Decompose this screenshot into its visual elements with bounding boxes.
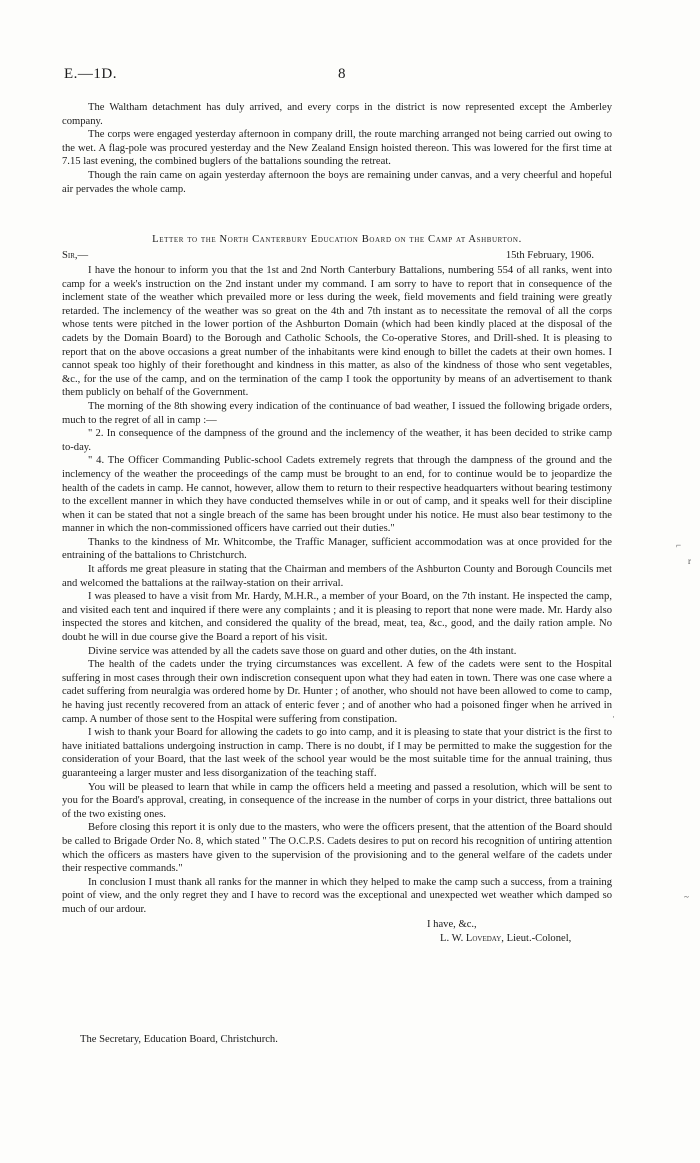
intro-section — [62, 101, 612, 196]
closing-phrase: I have, &c., — [427, 919, 477, 930]
paragraph: You will be pleased to learn that while in camp the officers held a meeting and passed a resolution, which will be sent to you for the Board's approval, creating, in consequence of the increase in the number of corps in your district, three battalions out of the two existing ones. — [62, 781, 612, 820]
paragraph: The health of the cadets under the trying circumstances was excellent. A few of the cadets were sent to the Hospital suffering in most cases through their own indiscretion consequent upon what they had eaten in town. There was one case where a cadet suffering from neuralgia was ordered home by Dr. Hunter ; of another, who should not have been allowed to come to camp, he having just recently recovered from an attack of enteric fever ; and of another who had a poisoned finger when he arrived in camp. A number of those sent to the Hospital were suffering from constipation. — [62, 659, 612, 725]
paragraph: The corps were engaged yesterday afternoon in company drill, the route marching arranged not being carried out owing to the wet. A flag-pole was procured yesterday and the New Zealand Ensign hoisted thereon. This was lowered for the first time at 7.15 last evening, the combined buglers of the battalions sounding the retreat. — [62, 129, 612, 168]
paragraph: The Waltham detachment has duly arrived, and every corps in the district is now represented except the Amberley company. — [62, 102, 612, 127]
letter-title: Letter to the North Canterbury Education Board on the Camp at Ashburton. — [152, 234, 522, 245]
scan-mark: ⌐ — [676, 540, 682, 550]
document-reference: E.—1D. — [64, 66, 117, 82]
paragraph: Though the rain came on again yesterday afternoon the boys are remaining under canvas, and a very cheerful and hopeful air pervades the whole camp. — [62, 169, 612, 195]
paragraph: I wish to thank your Board for allowing the cadets to go into camp, and it is pleasing to state that your district is the first to have initiated battalions undergoing instruction in camp. There is no doubt, if I may be permitted to make the suggestion for the consideration of your Board, that the last week of the school year would be the most suitable time for the annual training, thus guaranteeing a larger muster and less disorganization of the teaching staff. — [62, 727, 612, 779]
paragraph: In conclusion I must thank all ranks for the manner in which they helped to make the camp such a success, from a training point of view, and the only regret they and I have to record was the exceptional and unexpected wet weather which damped so much of our ardour. — [62, 876, 612, 915]
signature — [440, 932, 571, 946]
paragraph: Before closing this report it is only due to the masters, who were the officers present, that the attention of the Board should be called to Brigade Order No. 8, which stated " The O.C.P.S. Cadets desires to put on record his recognition of untiring attention which the officers as masters have given to the supervision of the provisioning and to the general welfare of the cadets under their respective commands." — [62, 822, 612, 875]
quoted-order: " 2. In consequence of the dampness of the ground and the inclemency of the weather, it has been decided to strike camp to-day. — [62, 428, 612, 453]
scan-mark: ~ — [684, 892, 689, 902]
signature-rank: Lieut.-Colonel, — [506, 933, 572, 944]
page-number: 8 — [338, 66, 346, 82]
letter-date: 15th February, 1906. — [505, 250, 594, 261]
scan-mark: · — [612, 712, 615, 722]
paragraph: I have the honour to inform you that the 1st and 2nd North Canterbury Battalions, numbering 554 of all ranks, went into camp for a week's instruction on the 2nd instant under my command. I am sorry to have to report that in consequence of the inclement state of the weather which prevailed more or less during the week, field movements and field training were greatly retarded. The inclemency of the weather was so great on the 4th and 7th instant as to necessitate the removal of all the corps whose tents were pitched in the lower portion of the Ashburton Domain (which had been kindly placed at the disposal of the cadets by the Domain Board) to the Borough and Catholic Schools, the Co-operative Stores, and Drill-shed. It is pleasing to report that on the above occasions a great number of the inhabitants were kind enough to billet the cadets at their own homes. I cannot speak too highly of their forethought and kindness in this matter, as also of the kindness of those who sent vegetables, &c., for the use of the camp, and on the termination of the camp I took the opportunity by means of an advertisement to thank them publicly on behalf of the Government. — [62, 265, 612, 399]
paragraph: It affords me great pleasure in stating that the Chairman and members of the Ashburton County and Borough Councils met and welcomed the battalions at the railway-station on their arrival. — [62, 564, 612, 589]
paragraph: I was pleased to have a visit from Mr. Hardy, M.H.R., a member of your Board, on the 7th instant. He inspected the camp, and visited each tent and inquired if there were any complaints ; and it is pleasing to report that none were made. Mr. Hardy also inspected the stores and kitchen, and considered the quality of the bread, meat, tea, &c., good, and the daily ration ample. No doubt he will in due course give the Board a report of his visit. — [62, 591, 612, 644]
salutation: Sir,— — [62, 250, 89, 261]
scan-mark: r — [688, 556, 691, 566]
addressee: The Secretary, Education Board, Christchurch. — [80, 1034, 278, 1045]
signature-name: L. W. Loveday, — [440, 933, 504, 944]
paragraph: The morning of the 8th showing every indication of the continuance of bad weather, I issued the following brigade orders, much to the regret of all in camp :— — [62, 400, 612, 426]
quoted-order: " 4. The Officer Commanding Public-school Cadets extremely regrets that through the dampness of the ground and the inclemency of the weather the proceedings of the camp must be brought to an end, for to continue would be to jeopardize the health of the cadets in camp. He cannot, however, allow them to return to their respective headquarters without bearing testimony to the excellent manner in which they have conducted themselves while in or out of camp, and it speaks well for their discipline when it can be stated that not a single breach of the same has been brought under his notice. He must also bear testimony to the manner in which the non-commissioned officers have carried out their duties." — [62, 455, 612, 535]
paragraph: Thanks to the kindness of Mr. Whitcombe, the Traffic Manager, sufficient accommodation was at once provided for the entraining of the battalions to Christchurch. — [62, 536, 612, 562]
paragraph: Divine service was attended by all the cadets save those on guard and other duties, on the 4th instant. — [88, 645, 517, 657]
letter-body — [62, 264, 612, 917]
